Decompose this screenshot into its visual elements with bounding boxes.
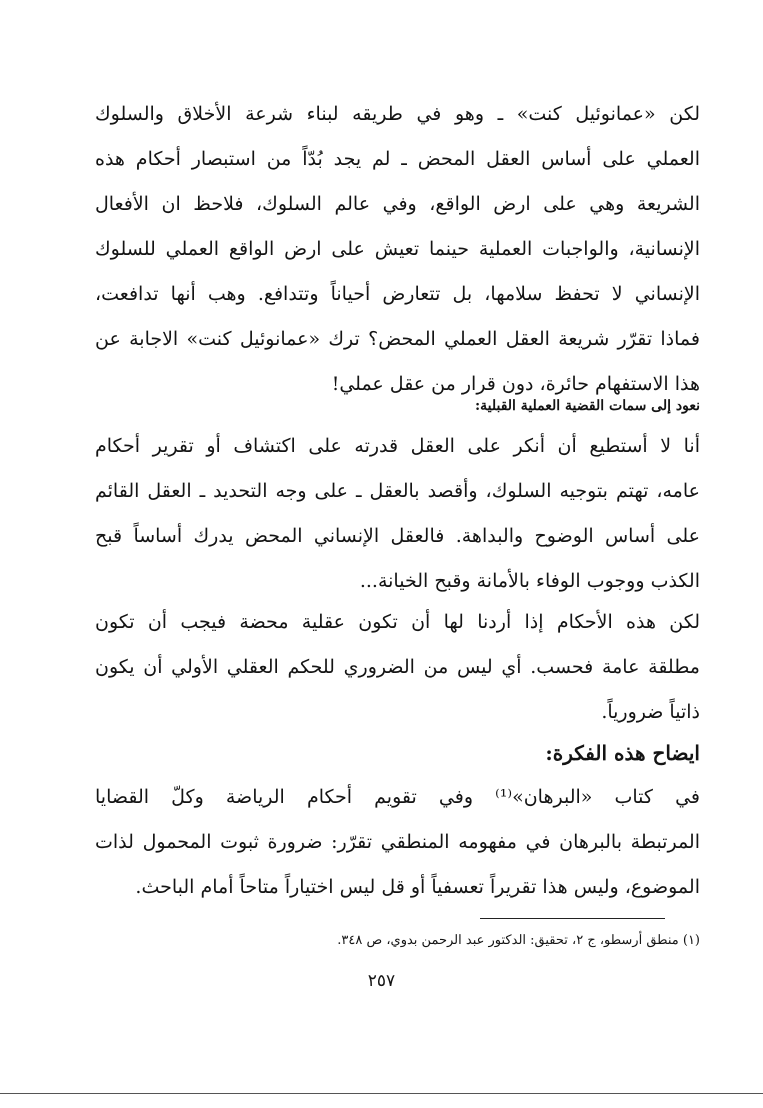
text-line: الإنساني لا تحفظ سلامها، بل تتعارض أحياناً وتتدافع. وهب أنها تدافعت، [95,283,700,305]
text-line: مطلقة عامة فحسب. أي ليس من الضروري للحكم العقلي الأولي أن يكون [95,656,700,678]
footnote-divider [480,918,665,919]
page-number: ٢٥٧ [367,971,396,991]
paragraph-2 [95,424,700,604]
text-line: الشريعة وهي على ارض الواقع، وفي عالم السلوك، فلاحظ ان الأفعال [95,193,700,215]
text-line: أنا لا أستطيع أن أنكر على العقل قدرته على اكتشاف أو تقرير أحكام [95,435,700,457]
text-line: العملي على أساس العقل المحض ـ لم يجد بُدّاً من استبصار أحكام هذه [95,148,700,170]
text-line: الموضوع، وليس هذا تقريراً تعسفياً أو قل ليس اختياراً متاحاً أمام الباحث. [135,876,700,898]
text-line: لكن هذه الأحكام إذا أردنا لها أن تكون عقلية محضة فيجب أن تكون [95,611,700,633]
text-line: الكذب ووجوب الوفاء بالأمانة وقبح الخيانة... [359,570,700,592]
paragraph-3 [95,600,700,735]
paragraph-4 [95,775,700,910]
text-line: هذا الاستفهام حائرة، دون قرار من عقل عملي! [331,373,700,395]
text-line: الإنسانية، والواجبات العملية حينما تعيش على ارض الواقع العملي للسلوك [95,238,700,260]
paragraph-1 [95,92,700,407]
text-line: عامه، تهتم بتوجيه السلوك، وأقصد بالعقل ـ على وجه التحديد ـ العقل القائم [95,480,700,502]
text-line: ذاتياً ضرورياً. [601,701,700,723]
text-line: المرتبطة بالبرهان في مفهومه المنطقي تقرّر: ضرورة ثبوت المحمول لذات [95,831,700,853]
text-line: فماذا تقرّر شريعة العقل العملي المحض؟ ترك «عمانوئيل كنت» الاجابة عن [95,328,700,350]
text-line: على أساس الوضوح والبداهة. فالعقل الإنساني المحض يدرك أساساً قبح [95,525,700,547]
clarification-heading: ايضاح هذه الفكرة: [545,741,700,765]
text-line: لكن «عمانوئيل كنت» ـ وهو في طريقه لبناء شرعة الأخلاق والسلوك [95,103,700,125]
text-line: في كتاب «البرهان»⁽¹⁾ وفي تقويم أحكام الرياضة وكلّ القضايا [95,786,700,808]
section-heading: نعود إلى سمات القضية العملية القبلية: [474,398,700,414]
scan-edge-line [0,1093,763,1094]
footnote: (١) منطق أرسطو، ج ٢، تحقيق: الدكتور عبد الرحمن بدوي، ص ٣٤٨. [337,933,700,948]
